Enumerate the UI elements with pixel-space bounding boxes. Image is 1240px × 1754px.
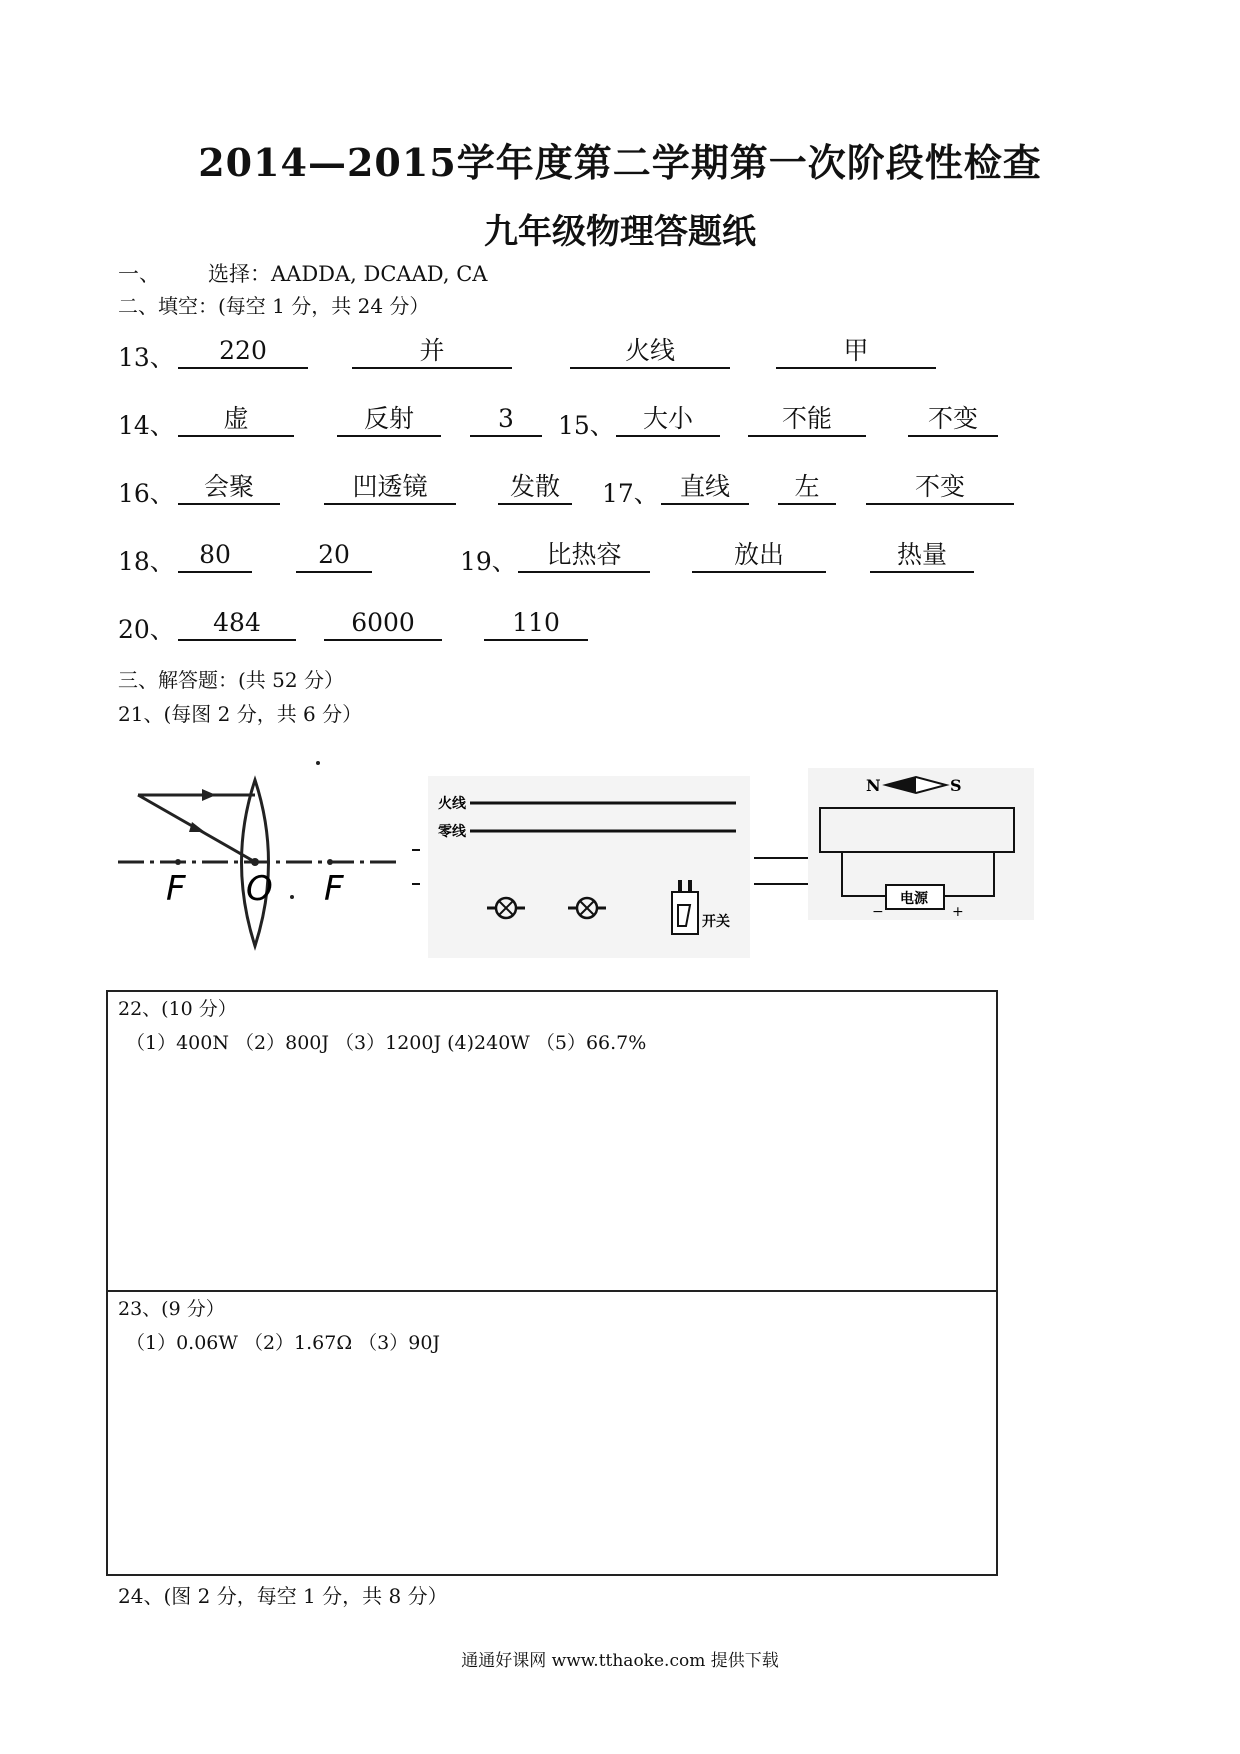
label-o: O bbox=[246, 869, 273, 909]
q17-number: 17、 bbox=[602, 479, 659, 508]
neutral-wire-label: 零线 bbox=[438, 824, 466, 840]
q14-number: 14、 bbox=[118, 411, 175, 440]
compass-n-label: N bbox=[866, 776, 881, 795]
q23-answers: （1）0.06W （2）1.67Ω （3）90J bbox=[126, 1332, 441, 1354]
q19-answer-1: 比热容 bbox=[518, 540, 650, 573]
q14-answer-1: 虚 bbox=[178, 404, 294, 437]
optical-center-dot bbox=[251, 858, 259, 866]
power-plus-label: + bbox=[952, 904, 964, 920]
q15-answer-3: 不变 bbox=[908, 404, 998, 437]
lens-ray-diagram bbox=[110, 760, 410, 960]
q18-number: 18、 bbox=[118, 547, 175, 576]
q20-number: 20、 bbox=[118, 615, 175, 644]
q15-answer-2: 不能 bbox=[748, 404, 866, 437]
q16-answer-3: 发散 bbox=[498, 472, 572, 505]
q13-answer-2: 并 bbox=[352, 336, 512, 369]
q14-answer-3: 3 bbox=[470, 404, 542, 437]
q20-answer-3: 110 bbox=[484, 608, 588, 641]
switch-label: 开关 bbox=[702, 914, 730, 930]
power-minus-label: − bbox=[872, 904, 884, 920]
q13-number: 13、 bbox=[118, 343, 175, 372]
q17-answer-3: 不变 bbox=[866, 472, 1014, 505]
q16-answer-2: 凹透镜 bbox=[324, 472, 456, 505]
q20-answer-2: 6000 bbox=[324, 608, 442, 641]
compass-s-label: S bbox=[950, 776, 962, 795]
answer-box-divider bbox=[108, 1290, 996, 1292]
answer-box bbox=[106, 990, 998, 1576]
q14-answer-2: 反射 bbox=[337, 404, 441, 437]
focal-point-right bbox=[327, 859, 333, 865]
q18-answer-1: 80 bbox=[178, 540, 252, 573]
label-f-left: F bbox=[166, 869, 186, 909]
q19-answer-2: 放出 bbox=[692, 540, 826, 573]
solenoid-diagram bbox=[808, 768, 1034, 920]
label-f-right: F bbox=[324, 869, 344, 909]
page-subtitle: 九年级物理答题纸 bbox=[484, 212, 756, 252]
q13-answer-1: 220 bbox=[178, 336, 308, 369]
q17-answer-1: 直线 bbox=[661, 472, 749, 505]
q22-label: 22、(10 分） bbox=[118, 998, 237, 1020]
q20-answer-1: 484 bbox=[178, 608, 296, 641]
q13-answer-4: 甲 bbox=[776, 336, 936, 369]
q17-answer-2: 左 bbox=[778, 472, 836, 505]
q23-label: 23、(9 分） bbox=[118, 1298, 225, 1320]
q21-label: 21、(每图 2 分，共 6 分） bbox=[118, 702, 363, 726]
section1-answers: 选择：AADDA, DCAAD, CA bbox=[208, 262, 488, 286]
q24-label: 24、(图 2 分，每空 1 分，共 8 分） bbox=[118, 1584, 448, 1608]
q16-number: 16、 bbox=[118, 479, 175, 508]
household-circuit-diagram bbox=[420, 772, 820, 962]
q15-answer-1: 大小 bbox=[616, 404, 720, 437]
section3-label: 三、解答题：(共 52 分） bbox=[118, 668, 344, 692]
footer-note: 通通好课网 www.tthaoke.com 提供下载 bbox=[461, 1651, 779, 1671]
q19-number: 19、 bbox=[460, 547, 517, 576]
q22-answers: （1）400N （2）800J （3）1200J (4)240W （5）66.7% bbox=[126, 1032, 647, 1054]
q16-answer-1: 会聚 bbox=[178, 472, 280, 505]
q15-number: 15、 bbox=[558, 411, 615, 440]
focal-point-left bbox=[175, 859, 181, 865]
section2-label: 二、填空：(每空 1 分，共 24 分） bbox=[118, 294, 430, 318]
q19-answer-3: 热量 bbox=[870, 540, 974, 573]
ray-arrow-2 bbox=[189, 822, 205, 832]
section1-label: 一、 bbox=[118, 262, 160, 286]
ray-arrow-1 bbox=[202, 789, 216, 801]
q13-answer-3: 火线 bbox=[570, 336, 730, 369]
q18-answer-2: 20 bbox=[296, 540, 372, 573]
power-source-label: 电源 bbox=[900, 891, 928, 907]
page-title: 2014—2015学年度第二学期第一次阶段性检查 bbox=[198, 140, 1042, 185]
live-wire-label: 火线 bbox=[438, 796, 466, 812]
